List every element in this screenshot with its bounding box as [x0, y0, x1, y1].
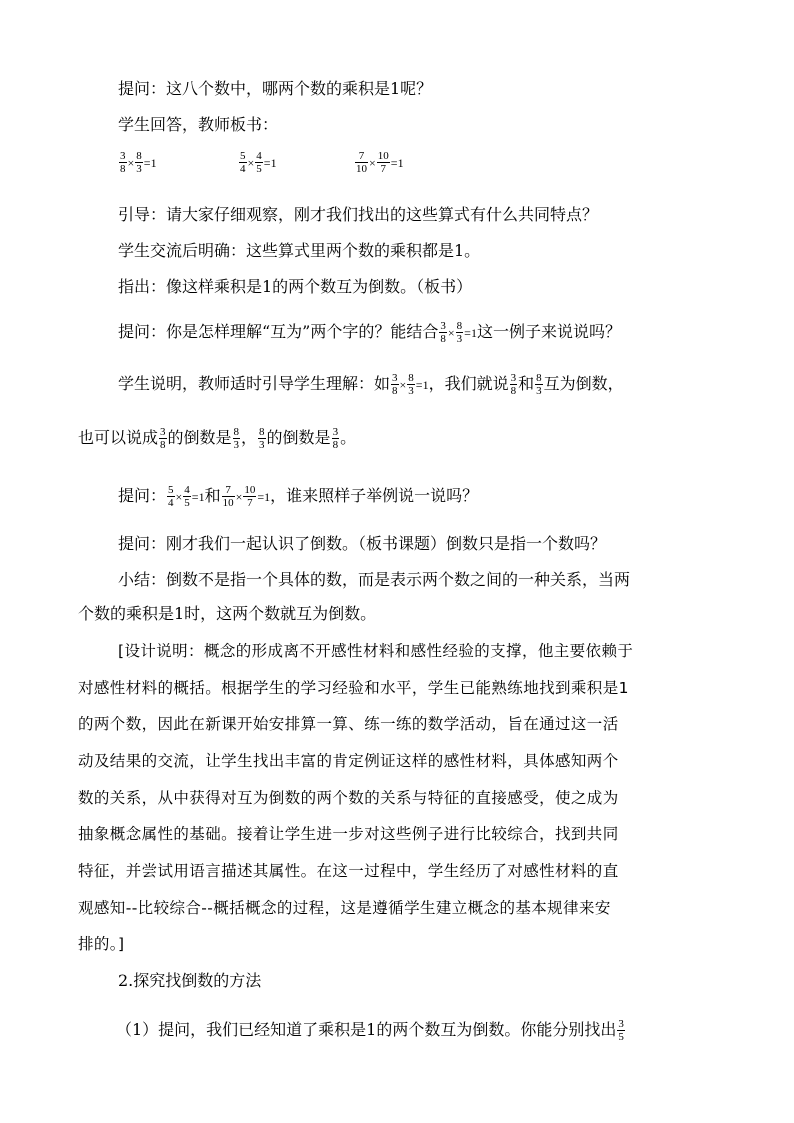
fraction: $\frac{8}{3}$	[136, 150, 142, 175]
design-note-line-7: 特征，并尝试用语言描述其属性。在这一过程中，学生经历了对感性材料的直	[78, 862, 619, 880]
fraction: $\frac{5}{4}$	[168, 484, 174, 509]
guide-line: 引导：请大家仔细观察，刚才我们找出的这些算式有什么共同特点？	[118, 205, 599, 224]
design-note-line-6: 抽象概念属性的基础。接着让学生进一步对这些例子进行比较综合，找到共同	[78, 825, 619, 843]
answer-line: 学生回答，教师板书：	[118, 115, 279, 134]
fraction: $\frac{7}{10}$	[356, 150, 367, 175]
fraction: $\frac{10}{7}$	[377, 150, 389, 175]
clarify-line: 学生交流后明确：这些算式里两个数的乘积都是1。	[118, 241, 481, 260]
fraction: $\frac{3}{8}$	[440, 320, 446, 345]
point-out-line: 指出：像这样乘积是1的两个数互为倒数。（板书）	[118, 277, 473, 296]
design-note-line-8: 观感知--比较综合--概括概念的过程，这是遵循学生建立概念的基本规律来安	[78, 899, 611, 917]
explain-line: 学生说明，教师适时引导学生理解：如 $\frac{3}{8}$ × $\frac{8}{3}$ =1，我们就说 $\frac{3}{8}$ 和 $\frac{8}{3}$ 互为倒数，	[118, 372, 624, 397]
also-line: 也可以说成 $\frac{3}{8}$ 的倒数是 $\frac{8}{3}$ ， $\frac{8}{3}$ 的倒数是 $\frac{3}{8}$ 。	[78, 426, 357, 451]
question-line-2: 提问：你是怎样理解“互为”两个字的？能结合 $\frac{3}{8}$ × $\frac{8}{3}$ =1这一例子来说说吗？	[118, 320, 621, 345]
summary-line-1: 小结：倒数不是指一个具体的数，而是表示两个数之间的一种关系，当两	[118, 570, 631, 589]
design-note-line-3: 的两个数，因此在新课开始安排算一算、练一练的数学活动，旨在通过这一活	[78, 715, 619, 733]
fraction: $\frac{4}{5}$	[256, 150, 262, 175]
equation-7-10: $\frac{7}{10}$ × $\frac{10}{7}$ =1	[356, 150, 404, 175]
question-line-1: 提问：这八个数中，哪两个数的乘积是1呢？	[118, 79, 433, 98]
design-note-line-9: 排的。]	[78, 935, 125, 953]
design-note-line-5: 数的关系，从中获得对互为倒数的两个数的关系与特征的直接感受，使之成为	[78, 789, 619, 807]
last-line: （1）提问，我们已经知道了乘积是1的两个数互为倒数。你能分别找出 $\frac{3}{5}$	[116, 1018, 624, 1043]
design-note-line-1: [设计说明：概念的形成离不开感性材料和感性经验的支撑，他主要依赖于	[118, 642, 634, 660]
fraction: $\frac{8}{3}$	[408, 372, 414, 397]
equation-3-8: $\frac{3}{8}$ × $\frac{8}{3}$ =1	[120, 150, 157, 175]
fraction: $\frac{8}{3}$	[536, 372, 542, 397]
fraction: $\frac{8}{3}$	[233, 426, 240, 451]
section-heading: 2.探究找倒数的方法	[118, 971, 262, 990]
fraction: $\frac{3}{8}$	[392, 372, 398, 397]
design-note-line-4: 动及结果的交流，让学生找出丰富的肯定例证这样的感性材料，具体感知两个	[78, 752, 619, 770]
fraction: $\frac{3}{8}$	[332, 426, 339, 451]
fraction: $\frac{3}{8}$	[160, 426, 166, 451]
fraction: $\frac{7}{10}$	[222, 484, 234, 509]
fraction: $\frac{3}{5}$	[618, 1018, 624, 1043]
fraction: $\frac{8}{3}$	[259, 426, 265, 451]
fraction: $\frac{8}{3}$	[456, 320, 463, 345]
fraction: $\frac{3}{8}$	[120, 150, 126, 175]
equation-5-4: $\frac{5}{4}$ × $\frac{4}{5}$ =1	[240, 150, 277, 175]
fraction: $\frac{4}{5}$	[184, 484, 190, 509]
question-line-4: 提问：刚才我们一起认识了倒数。（板书课题）倒数只是指一个数吗？	[118, 534, 607, 553]
fraction: $\frac{10}{7}$	[244, 484, 256, 509]
summary-line-2: 个数的乘积是1时，这两个数就互为倒数。	[78, 604, 377, 623]
design-note-line-2: 对感性材料的概括。根据学生的学习经验和水平，学生已能熟练地找到乘积是1	[78, 679, 629, 697]
fraction: $\frac{3}{8}$	[510, 372, 517, 397]
question-line-3: 提问： $\frac{5}{4}$ × $\frac{4}{5}$ =1和 $\frac{7}{10}$ × $\frac{10}{7}$ =1，谁来照样子举例说一说吗？	[118, 484, 479, 509]
fraction: $\frac{5}{4}$	[240, 150, 246, 175]
